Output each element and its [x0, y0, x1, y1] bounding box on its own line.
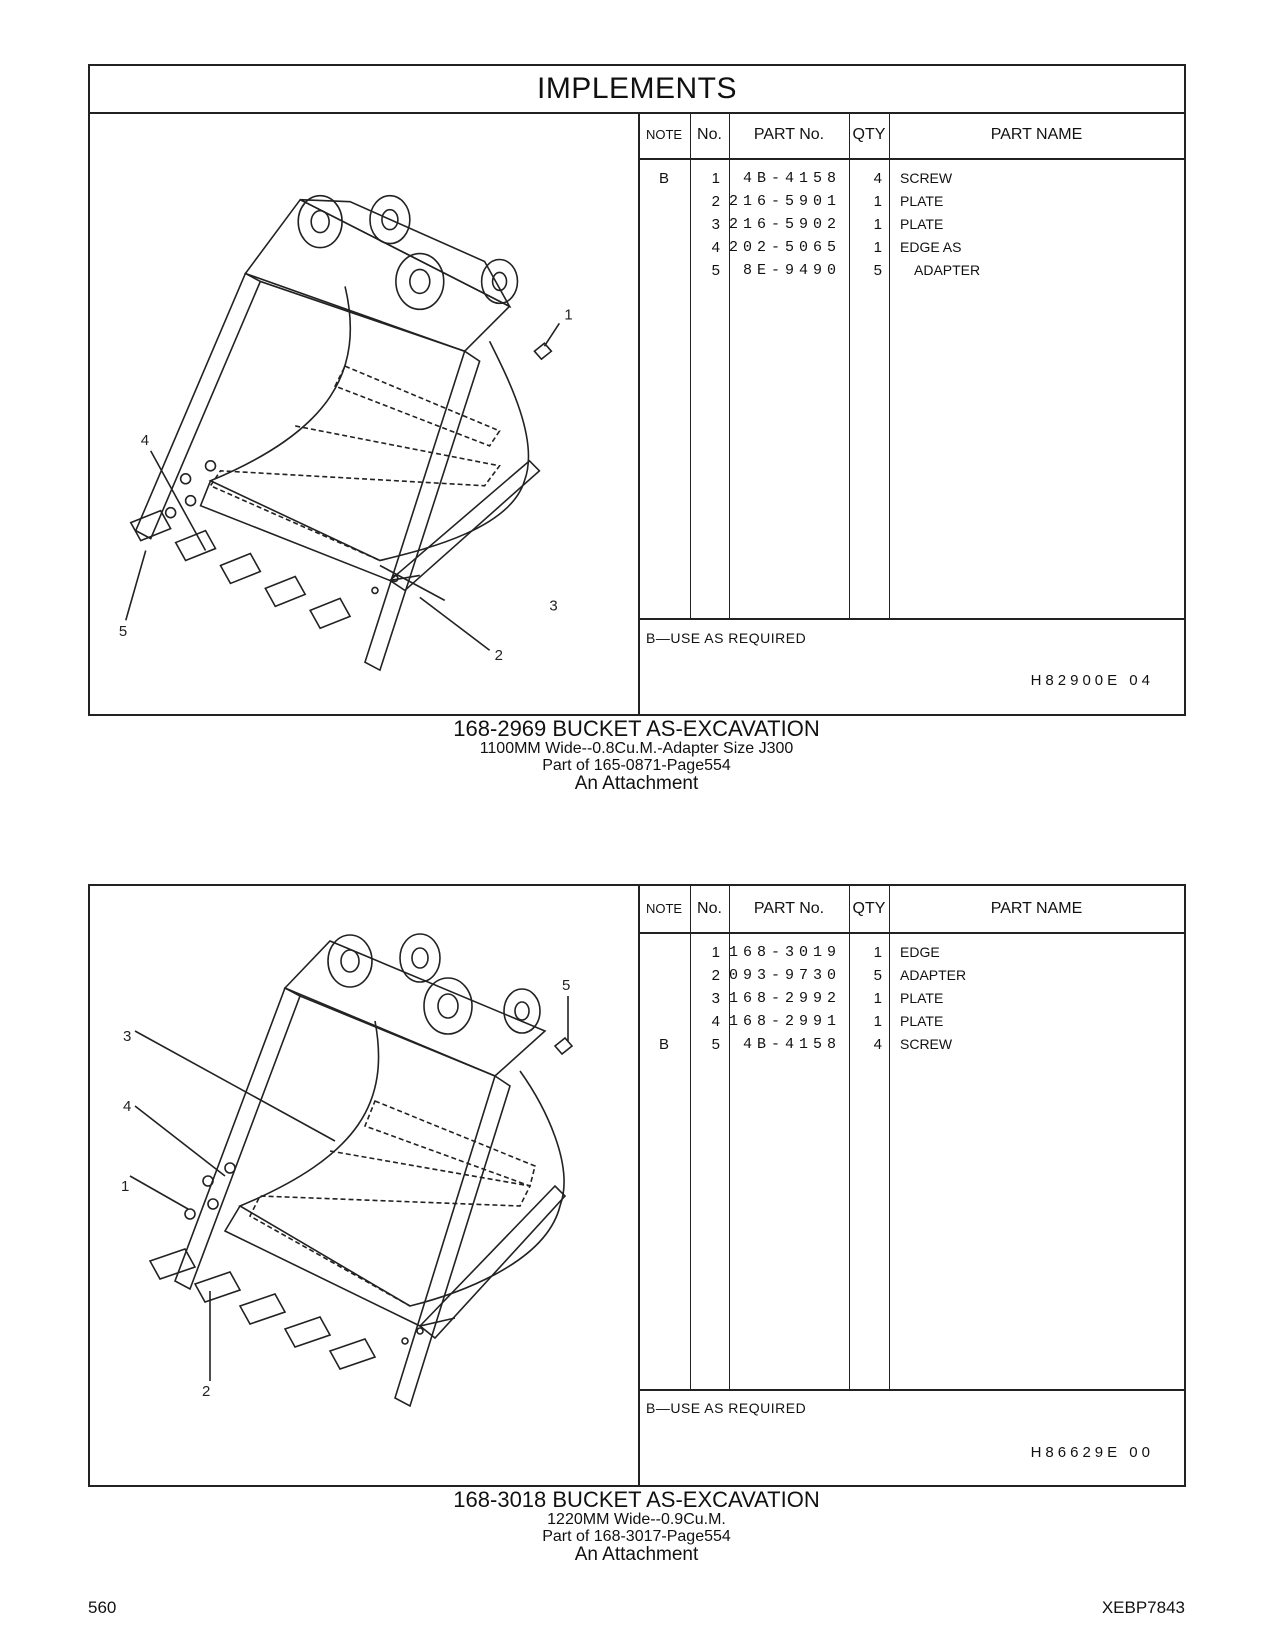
footnote: B—USE AS REQUIRED [646, 630, 807, 646]
caption-line: Part of 165-0871-Page554 [542, 757, 731, 774]
page-number: 560 [88, 1598, 117, 1617]
bucket-illustration-2 [90, 886, 640, 1485]
bucket-drawing [90, 112, 638, 714]
col-no: No. [697, 126, 722, 143]
table-row: B 1 4B-4158 4 SCREW [658, 170, 953, 187]
callout-3: 3 [123, 1028, 132, 1045]
col-part-no: PART No. [753, 126, 825, 143]
document-code: XEBP7843 [1101, 1598, 1185, 1617]
section-title: IMPLEMENTS [90, 66, 1184, 114]
caption-line: Part of 168-3017-Page554 [542, 1528, 731, 1545]
bucket-drawing [90, 886, 638, 1485]
table-row: 3 216-5902 1 PLATE [711, 216, 944, 233]
drawing-code: H82900E 04 [1030, 672, 1154, 689]
callout-5: 5 [118, 623, 128, 641]
col-qty: QTY [852, 126, 886, 143]
parts-table-1 [638, 112, 1184, 714]
caption-line: 1100MM Wide--0.8Cu.M.-Adapter Size J300 [479, 740, 794, 757]
table-row: 5 8E-9490 5 ADAPTER [711, 262, 981, 279]
col-part-no: PART No. [753, 900, 825, 917]
table-row: 2 093-9730 5 ADAPTER [711, 967, 967, 984]
caption-title: 168-2969 BUCKET AS-EXCAVATION [453, 716, 820, 741]
caption-1 [0, 718, 1273, 793]
table-row: 4 168-2991 1 PLATE [711, 1013, 944, 1030]
callout-4: 4 [140, 431, 150, 449]
table-row: 1 168-3019 1 EDGE [711, 944, 940, 961]
callout-3: 3 [549, 597, 558, 615]
caption-line: An Attachment [574, 773, 699, 794]
callout-1: 1 [564, 306, 573, 324]
parts-section-1 [88, 64, 1186, 716]
caption-title: 168-3018 BUCKET AS-EXCAVATION [453, 1487, 820, 1512]
callout-4: 4 [123, 1098, 132, 1115]
footnote: B—USE AS REQUIRED [646, 1400, 807, 1416]
callout-5: 5 [562, 977, 571, 994]
table-row: B 5 4B-4158 4 SCREW [658, 1036, 953, 1053]
table-row: 2 216-5901 1 PLATE [711, 193, 944, 210]
col-note: NOTE [645, 901, 683, 916]
caption-2 [0, 1489, 1273, 1564]
table-row: 4 202-5065 1 EDGE AS [711, 239, 962, 256]
col-qty: QTY [852, 900, 886, 917]
caption-line: An Attachment [574, 1544, 699, 1565]
parts-table-2 [638, 886, 1184, 1485]
caption-line: 1220MM Wide--0.9Cu.M. [547, 1511, 726, 1528]
col-part-name: PART NAME [990, 900, 1083, 917]
col-no: No. [697, 900, 722, 917]
callout-2: 2 [202, 1383, 211, 1400]
table-row: 3 168-2992 1 PLATE [711, 990, 944, 1007]
col-note: NOTE [645, 127, 683, 142]
callout-1: 1 [121, 1178, 130, 1195]
drawing-code: H86629E 00 [1030, 1444, 1154, 1461]
col-part-name: PART NAME [990, 126, 1083, 143]
callout-2: 2 [494, 647, 503, 665]
parts-section-2 [88, 884, 1186, 1487]
bucket-illustration-1 [90, 112, 640, 714]
